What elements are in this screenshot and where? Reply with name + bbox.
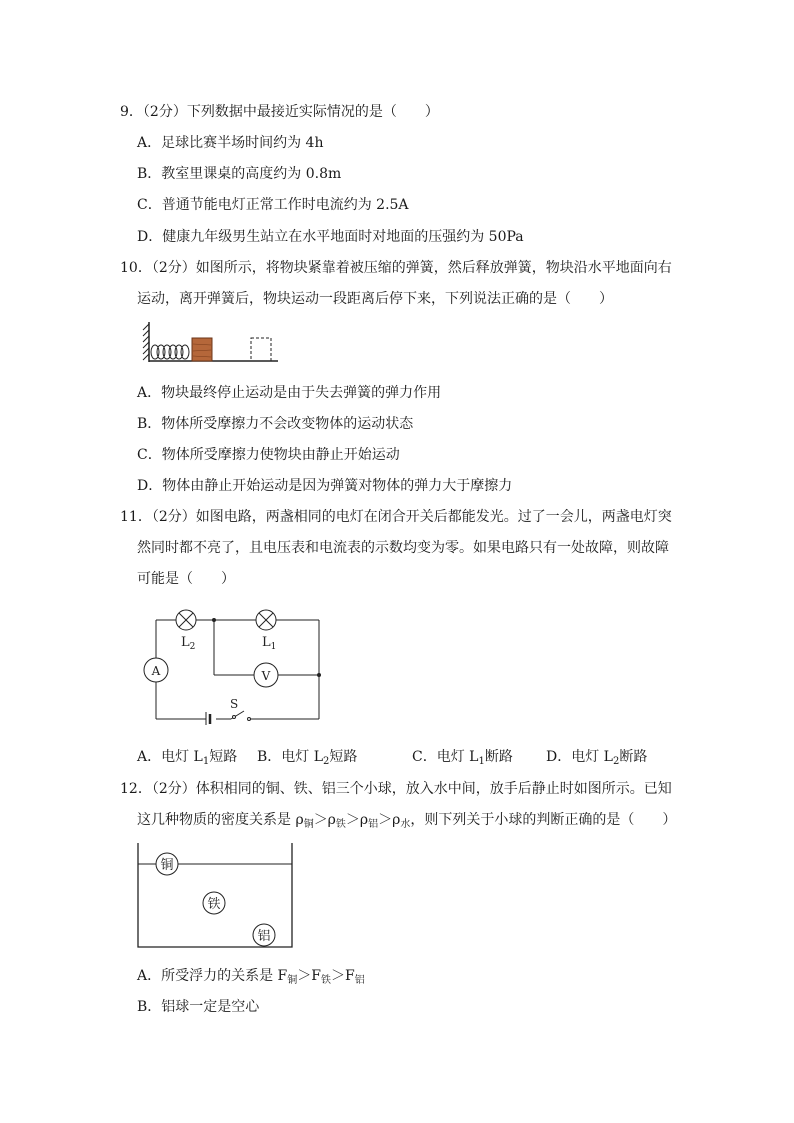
block-final-position (251, 338, 271, 361)
lamp-l2-icon (176, 610, 196, 630)
ammeter-icon (144, 658, 168, 682)
voltmeter-icon (254, 663, 278, 687)
question-12-stem-line2: 这几种物质的密度关系是 $\rho_铜>\rho_铁>\rho_铝>\rho_水$，则下列关于小球的判断正确的是（ ） (137, 812, 677, 830)
question-10-stem-line2: 运动，离开弹簧后，物块运动一段距离后停下来，下列说法正确的是（ ） (137, 291, 613, 307)
lamp-l2-label: L (181, 635, 190, 650)
lamp-l1-label: L (262, 635, 271, 650)
question-11-option-d: D．电灯 $L_2$断路 (546, 749, 648, 767)
lamp-l1-subscript: 1 (270, 642, 277, 652)
copper-ball-label: 铜 (160, 858, 174, 873)
question-9-option-d: D．健康九年级男生站立在水平地面时对地面的压强约为 50Pa (137, 229, 524, 245)
question-9-option-b: B．教室里课桌的高度约为 0.8m (137, 166, 342, 182)
svg-text:L1 (262, 635, 276, 652)
question-12-option-a: A．所受浮力的关系是 $F_铜>F_铁>F_铝$ (137, 968, 365, 986)
question-9-stem: 9．（2分）下列数据中最接近实际情况的是（ ） (120, 104, 439, 120)
question-10-option-c: C．物体所受摩擦力使物块由静止开始运动 (137, 447, 400, 463)
iron-ball-icon (203, 892, 225, 914)
aluminum-ball-icon (253, 924, 275, 946)
switch-label: S (230, 697, 239, 711)
question-11-option-c: C．电灯 $L_1$断路 (412, 749, 513, 767)
voltmeter-label: V (261, 669, 271, 683)
question-11-option-a: A．电灯 $L_1$短路 (137, 749, 238, 767)
question-10-stem-line1: 10．（2分）如图所示，将物块紧靠着被压缩的弹簧，然后释放弹簧，物块沿水平地面向右 (120, 260, 672, 276)
circuit-diagram (130, 600, 330, 725)
question-9-option-c: C．普通节能电灯正常工作时电流约为 2.5A (137, 197, 409, 213)
lamp-l1-icon (256, 610, 276, 630)
question-12-stem-line1: 12．（2分）体积相同的铜、铁、铝三个小球，放入水中间，放手后静止时如图所示。已知 (120, 781, 672, 797)
question-12-option-b: B．铝球一定是空心 (137, 999, 260, 1015)
question-11-stem-line3: 可能是（ ） (137, 571, 235, 587)
water-container-diagram (133, 840, 298, 952)
question-10-option-b: B．物体所受摩擦力不会改变物体的运动状态 (137, 416, 414, 432)
question-9-option-a: A．足球比赛半场时间约为 4h (137, 135, 324, 151)
lamp-l2-subscript: 2 (189, 642, 196, 652)
question-10-option-d: D．物体由静止开始运动是因为弹簧对物体的弹力大于摩擦力 (137, 478, 513, 494)
question-10-option-a: A．物块最终停止运动是由于失去弹簧的弹力作用 (137, 385, 442, 401)
question-11-option-b: B．电灯 $L_2$短路 (257, 749, 358, 767)
iron-ball-label: 铁 (207, 897, 221, 912)
wooden-block (192, 338, 212, 361)
spring-block-diagram (140, 318, 290, 366)
copper-ball-icon (156, 853, 178, 875)
ammeter-label: A (151, 664, 161, 678)
svg-text:L2 (181, 635, 195, 652)
spring-coil (151, 345, 189, 359)
question-11-stem-line2: 然同时都不亮了，且电压表和电流表的示数均变为零。如果电路只有一处故障，则故障 (137, 540, 669, 556)
question-11-stem-line1: 11．（2分）如图电路，两盏相同的电灯在闭合开关后都能发光。过了一会儿，两盏电灯突 (120, 509, 672, 525)
aluminum-ball-label: 铝 (257, 929, 271, 944)
